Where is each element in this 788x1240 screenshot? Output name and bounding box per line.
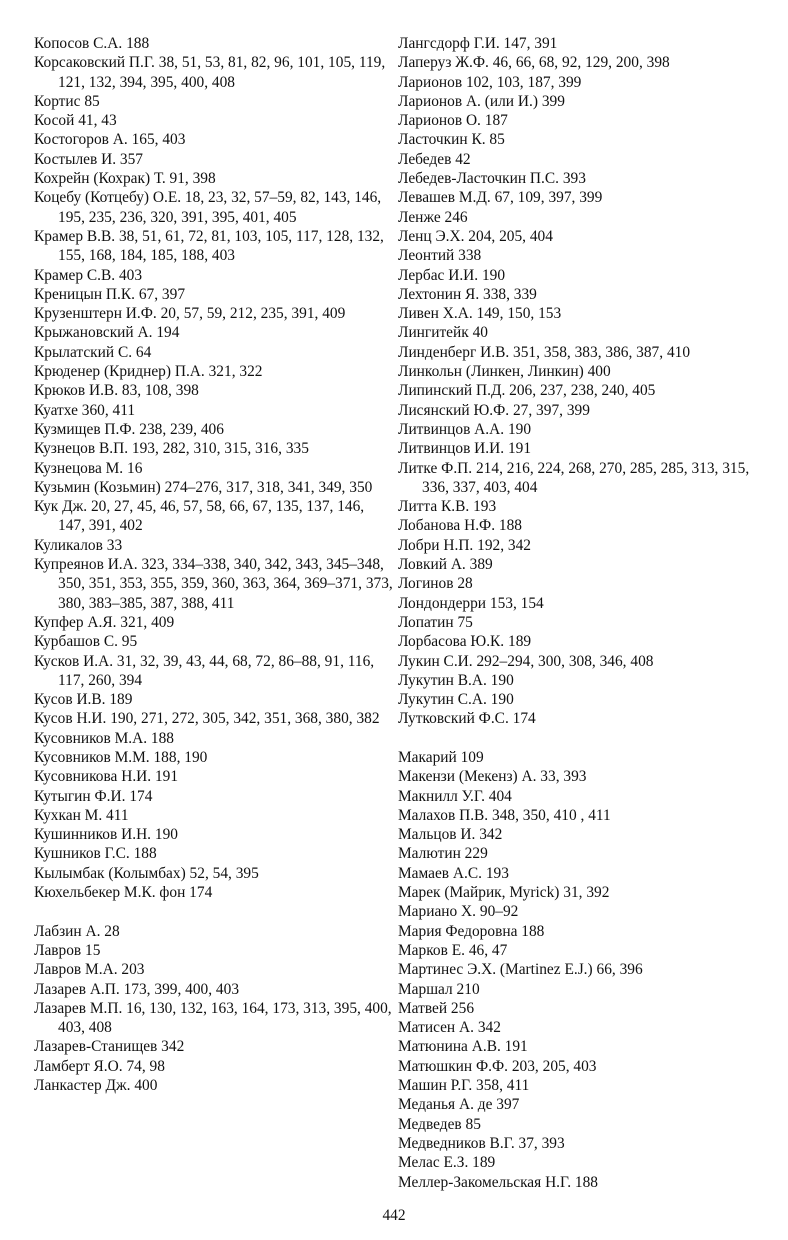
index-entry: Ларионов А. (или И.) 399 [398, 92, 565, 110]
index-entry: Крюков И.В. 83, 108, 398 [34, 382, 199, 400]
index-entry: Крюденер (Криднер) П.А. 321, 322 [34, 363, 263, 381]
index-entry: Лебедев 42 [398, 150, 471, 168]
index-entry: Кусов И.В. 189 [34, 691, 133, 709]
index-entry: Косой 41, 43 [34, 112, 117, 130]
index-entry: Ламберт Я.О. 74, 98 [34, 1057, 165, 1075]
index-entry: Кылымбак (Колымбах) 52, 54, 395 [34, 864, 259, 882]
index-entry: Кузмищев П.Ф. 238, 239, 406 [34, 420, 224, 438]
index-entry: Лебедев-Ласточкин П.С. 393 [398, 170, 586, 188]
index-entry: Кузнецов В.П. 193, 282, 310, 315, 316, 335 [34, 440, 309, 458]
index-entry: Литвинцов И.И. 191 [398, 440, 532, 458]
index-entry: Ленц Э.Х. 204, 205, 404 [398, 227, 553, 245]
index-entry: Леонтий 338 [398, 247, 482, 265]
index-entry: Малютин 229 [398, 845, 488, 863]
index-entry: Кусовников М.А. 188 [34, 729, 175, 747]
index-entry: Матюнина А.В. 191 [398, 1038, 528, 1056]
index-entry: Лопатин 75 [398, 613, 473, 631]
index-entry: Лондондерри 153, 154 [398, 594, 544, 612]
index-entry: Копосов С.А. 188 [34, 35, 150, 52]
index-entry: Мария Федоровна 188 [398, 922, 545, 940]
index-entry: Крузенштерн И.Ф. 20, 57, 59, 212, 235, 391, 409 [34, 305, 346, 323]
index-entry: Лорбасова Ю.К. 189 [398, 633, 532, 651]
index-entry: Крамер В.В. 38, 51, 61, 72, 81, 103, 105, 117, 128, 132, 155, 168, 184, 185, 188, 403 [34, 227, 384, 265]
index-entry: Кушников Г.С. 188 [34, 845, 157, 863]
index-entry: Медведев 85 [398, 1115, 481, 1133]
index-entry: Лазарев-Станищев 342 [34, 1038, 185, 1056]
index-entry: Крыжановский А. 194 [34, 324, 180, 342]
index-entry: Маршал 210 [398, 980, 480, 998]
index-entry: Матюшкин Ф.Ф. 203, 205, 403 [398, 1057, 597, 1075]
index-entry: Костогоров А. 165, 403 [34, 131, 186, 149]
index-entry: Линденберг И.В. 351, 358, 383, 386, 387, 410 [398, 343, 691, 361]
index-entry: Мариано Х. 90–92 [398, 903, 519, 921]
index-entry: Макарий 109 [398, 748, 484, 766]
index-entry: Ланкастер Дж. 400 [34, 1077, 158, 1095]
index-entry: Кухкан М. 411 [34, 806, 129, 824]
index-entry: Литта К.В. 193 [398, 498, 497, 516]
index-entry: Купфер А.Я. 321, 409 [34, 613, 175, 631]
index-entry: Ливен Х.А. 149, 150, 153 [398, 305, 562, 323]
index-entry: Курбашов С. 95 [34, 633, 138, 651]
index-entry: Кузьмин (Козьмин) 274–276, 317, 318, 341, 349, 350 [34, 478, 373, 496]
index-column-left [34, 34, 394, 1095]
index-entry: Малахов П.В. 348, 350, 410 , 411 [398, 806, 611, 824]
index-entry: Ленже 246 [398, 208, 468, 226]
index-entry: Мартинес Э.Х. (Martinez E.J.) 66, 396 [398, 961, 643, 979]
index-entry: Лабзин А. 28 [34, 922, 120, 940]
index-entry: Лазарев А.П. 173, 399, 400, 403 [34, 980, 240, 998]
index-entry: Ласточкин К. 85 [398, 131, 505, 149]
index-entry: Линкольн (Линкен, Линкин) 400 [398, 363, 611, 381]
index-entry: Литвинцов А.А. 190 [398, 420, 532, 438]
index-entry: Литке Ф.П. 214, 216, 224, 268, 270, 285, 285, 313, 315, 336, 337, 403, 404 [398, 459, 750, 496]
index-column-right [398, 34, 758, 1192]
index-entry: Мальцов И. 342 [398, 826, 503, 844]
index-entry: Ларионов О. 187 [398, 112, 508, 130]
index-entry: Кусовникова Н.И. 191 [34, 768, 179, 786]
index-entry: Лавров М.А. 203 [34, 961, 145, 979]
index-entry: Макнилл У.Г. 404 [398, 787, 512, 805]
index-entry: Кусов Н.И. 190, 271, 272, 305, 342, 351, 368, 380, 382 [34, 710, 380, 728]
index-entry: Лисянский Ю.Ф. 27, 397, 399 [398, 401, 590, 419]
index-entry: Макензи (Мекенз) А. 33, 393 [398, 768, 587, 786]
index-entry: Корсаковский П.Г. 38, 51, 53, 81, 82, 96, 101, 105, 119, 121, 132, 394, 395, 400, 408 [34, 54, 386, 91]
index-entry: Кусков И.А. 31, 32, 39, 43, 44, 68, 72, 86–88, 91, 116, 117, 260, 394 [34, 652, 375, 689]
index-entry: Лехтонин Я. 338, 339 [398, 285, 537, 303]
page-number: 442 [382, 1207, 406, 1224]
index-entry: Костылев И. 357 [34, 150, 143, 168]
letter-section-gap [34, 902, 394, 921]
index-entry: Машин Р.Г. 358, 411 [398, 1077, 530, 1095]
index-entry: Логинов 28 [398, 575, 473, 593]
index-entry: Купреянов И.А. 323, 334–338, 340, 342, 343, 345–348, 350, 351, 353, 355, 359, 360, 363, 364, 369–371, 373, 380, 383–385, 387, 388, 411 [34, 556, 393, 612]
index-entry: Меллер-Закомельская Н.Г. 188 [398, 1173, 598, 1191]
index-entry: Лутковский Ф.С. 174 [398, 710, 536, 728]
index-entry: Кутыгин Ф.И. 174 [34, 787, 153, 805]
index-entry: Куатхе 360, 411 [34, 401, 136, 419]
index-entry: Кук Дж. 20, 27, 45, 46, 57, 58, 66, 67, 135, 137, 146, 147, 391, 402 [34, 498, 365, 535]
index-entry: Лобанова Н.Ф. 188 [398, 517, 522, 535]
index-entry: Ларионов 102, 103, 187, 399 [398, 73, 582, 91]
index-entry: Левашев М.Д. 67, 109, 397, 399 [398, 189, 603, 207]
index-entry: Лаперуз Ж.Ф. 46, 66, 68, 92, 129, 200, 398 [398, 54, 670, 72]
index-entry: Крылатский С. 64 [34, 343, 152, 361]
index-entry: Мелас Е.З. 189 [398, 1154, 496, 1172]
index-entry: Кусовников М.М. 188, 190 [34, 748, 208, 766]
index-entry: Лукутин В.А. 190 [398, 671, 514, 689]
index-entry: Куликалов 33 [34, 536, 123, 554]
index-entry: Марков Е. 46, 47 [398, 941, 508, 959]
index-entry: Кузнецова М. 16 [34, 459, 143, 477]
index-entry: Кортис 85 [34, 92, 100, 110]
index-entry: Коцебу (Котцебу) О.Е. 18, 23, 32, 57–59, 82, 143, 146, 195, 235, 236, 320, 391, 395, 401, 405 [34, 189, 382, 226]
index-entry: Медведников В.Г. 37, 393 [398, 1134, 565, 1152]
index-entry: Лербас И.И. 190 [398, 266, 506, 284]
index-entry: Меданья А. де 397 [398, 1096, 520, 1114]
index-entry: Ловкий А. 389 [398, 556, 493, 574]
index-entry: Лингитейк 40 [398, 324, 488, 342]
index-entry: Кохрейн (Кохрак) Т. 91, 398 [34, 170, 216, 188]
index-entry: Креницын П.К. 67, 397 [34, 285, 186, 303]
index-entry: Лангсдорф Г.И. 147, 391 [398, 35, 558, 52]
index-entry: Лобри Н.П. 192, 342 [398, 536, 531, 554]
index-entry: Марек (Майрик, Муrick) 31, 392 [398, 884, 610, 902]
index-entry: Матвей 256 [398, 999, 475, 1017]
index-entry: Лукин С.И. 292–294, 300, 308, 346, 408 [398, 652, 654, 670]
index-entry: Липинский П.Д. 206, 237, 238, 240, 405 [398, 382, 656, 400]
index-entry: Лавров 15 [34, 941, 101, 959]
index-entry: Кюхельбекер М.К. фон 174 [34, 884, 213, 902]
letter-section-gap [398, 729, 758, 748]
index-entry: Лазарев М.П. 16, 130, 132, 163, 164, 173, 313, 395, 400, 403, 408 [34, 999, 392, 1037]
index-entry: Крамер С.В. 403 [34, 266, 143, 284]
index-entry: Мамаев А.С. 193 [398, 864, 509, 882]
index-entry: Матисен А. 342 [398, 1019, 501, 1037]
index-entry: Кушинников И.Н. 190 [34, 826, 178, 844]
index-entry: Лукутин С.А. 190 [398, 691, 514, 709]
